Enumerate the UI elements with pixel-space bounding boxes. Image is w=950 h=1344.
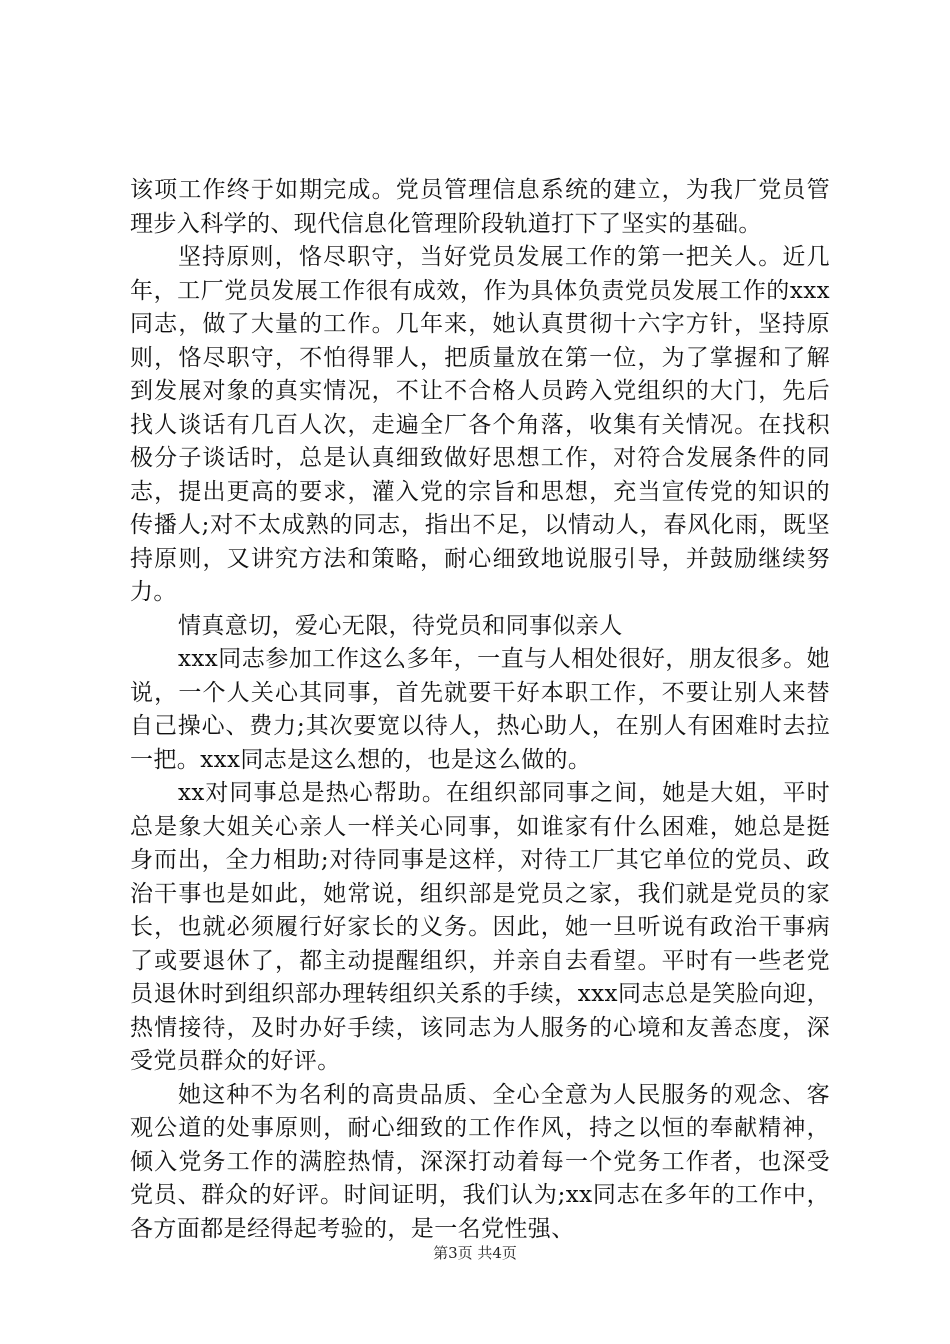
paragraph-6: 她这种不为名利的高贵品质、全心全意为人民服务的观念、客观公道的处事原则，耐心细致的工作作风，持之以恒的奉献精神，倾入党务工作的满腔热情，深深打动着每一个党务工作者，也深受党员、群众的好评。时间证明，我们认为;xx同志在多年的工作中，各方面都是经得起考验的，是一名党性强、 [130, 1081, 830, 1242]
paragraph-2: 坚持原则，恪尽职守，当好党员发展工作的第一把关人。近几年，工厂党员发展工作很有成效，作为具体负责党员发展工作的xxx同志，做了大量的工作。几年来，她认真贯彻十六字方针，坚持原则，恪尽职守，不怕得罪人，把质量放在第一位，为了掌握和了解到发展对象的真实情况，不让不合格人员跨入党组织的大门，先后找人谈话有几百人次，走遍全厂各个角落，收集有关情况。在找积极分子谈话时，总是认真细致做好思想工作，对符合发展条件的同志，提出更高的要求，灌入党的宗旨和思想，充当宣传党的知识的传播人;对不太成熟的同志，指出不足，以情动人，春风化雨，既坚持原则，又讲究方法和策略，耐心细致地说服引导，并鼓励继续努力。 [130, 244, 830, 605]
paragraph-1: 该项工作终于如期完成。党员管理信息系统的建立，为我厂党员管理步入科学的、现代信息化管理阶段轨道打下了坚实的基础。 [130, 177, 830, 237]
paragraph-3-heading: 情真意切，爱心无限，待党员和同事似亲人 [178, 612, 623, 639]
page-footer: 第3页 共4页 [433, 1244, 517, 1262]
paragraph-4: xxx同志参加工作这么多年，一直与人相处很好，朋友很多。她说，一个人关心其同事，首先就要干好本职工作，不要让别人来替自己操心、费力;其次要宽以待人，热心助人，在别人有困难时去拉一把。xxx同志是这么想的，也是这么做的。 [130, 646, 830, 773]
paragraph-5: xx对同事总是热心帮助。在组织部同事之间，她是大姐，平时总是象大姐关心亲人一样关心同事，如谁家有什么困难，她总是挺身而出，全力相助;对待同事是这样，对待工厂其它单位的党员、政治干事也是如此，她常说，组织部是党员之家，我们就是党员的家长，也就必须履行好家长的义务。因此，她一旦听说有政治干事病了或要退休了，都主动提醒组织，并亲自去看望。平时有一些老党员退休时到组织部办理转组织关系的手续，xxx同志总是笑脸向迎，热情接待，及时办好手续，该同志为人服务的心境和友善态度，深受党员群众的好评。 [130, 780, 830, 1074]
document-body [130, 174, 830, 1246]
